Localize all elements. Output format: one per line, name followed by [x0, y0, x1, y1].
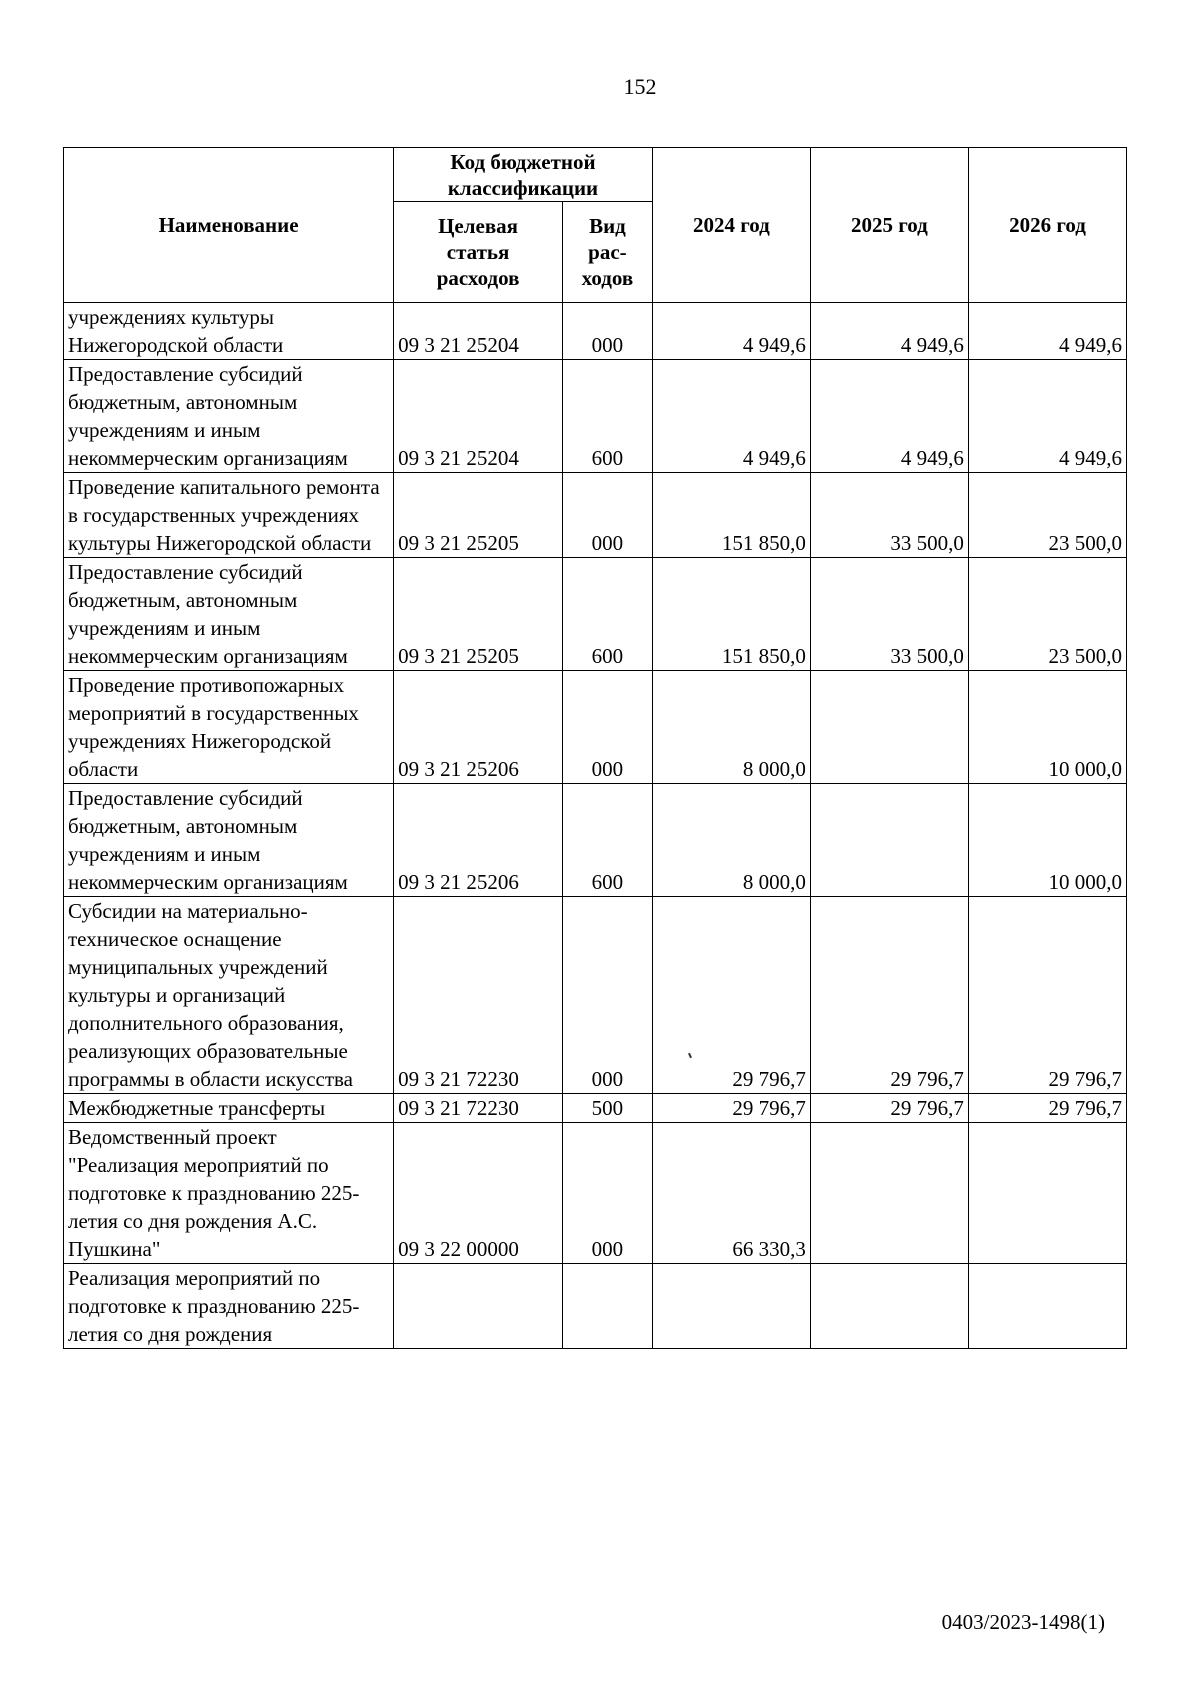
- budget-table: [63, 147, 1127, 1349]
- row-value-2025: [810, 1123, 968, 1264]
- row-name: учреждениях культуры Нижегородской области: [64, 303, 394, 360]
- table-row: [64, 1123, 1127, 1264]
- table-row: [64, 303, 1127, 360]
- row-value-2024: [652, 1264, 810, 1349]
- row-value-2025: [810, 671, 968, 784]
- table-row: [64, 473, 1127, 558]
- row-target-article: 09 3 21 25206: [394, 671, 563, 784]
- header-target-article: Целевая статья расходов: [394, 202, 563, 303]
- row-name: Предоставление субсидий бюджетным, автономным учреждениям и иным некоммерческим организациям: [64, 360, 394, 473]
- row-name: Предоставление субсидий бюджетным, автономным учреждениям и иным некоммерческим организациям: [64, 558, 394, 671]
- row-expense-type: 000: [563, 671, 653, 784]
- row-name: Реализация мероприятий по подготовке к празднованию 225-летия со дня рождения: [64, 1264, 394, 1349]
- row-value-2026: 29 796,7: [968, 1094, 1126, 1123]
- row-expense-type: 600: [563, 558, 653, 671]
- row-name: Субсидии на материально-техническое оснащение муниципальных учреждений культуры и организаций дополнительного образования, реализующих образовательные программы в области искусства: [64, 897, 394, 1094]
- row-name: Проведение капитального ремонта в государственных учреждениях культуры Нижегородской области: [64, 473, 394, 558]
- row-value-2026: 10 000,0: [968, 784, 1126, 897]
- row-value-2026: [968, 1264, 1126, 1349]
- table-row: [64, 1264, 1127, 1349]
- row-target-article: 09 3 21 25205: [394, 473, 563, 558]
- table-row: [64, 360, 1127, 473]
- table-row: [64, 558, 1127, 671]
- page-number: 152: [623, 74, 657, 99]
- row-value-2025: 29 796,7: [810, 1094, 968, 1123]
- row-value-2026: 23 500,0: [968, 558, 1126, 671]
- row-value-2026: 10 000,0: [968, 671, 1126, 784]
- header-2026: 2026 год: [968, 148, 1126, 303]
- row-value-2026: 29 796,7: [968, 897, 1126, 1094]
- row-value-2026: [968, 1123, 1126, 1264]
- row-value-2026: 4 949,6: [968, 360, 1126, 473]
- row-value-2024: 29 796,7: [652, 897, 810, 1094]
- row-target-article: 09 3 21 25206: [394, 784, 563, 897]
- header-name: Наименование: [64, 148, 394, 303]
- table-row: [64, 897, 1127, 1094]
- row-value-2025: [810, 1264, 968, 1349]
- header-2024: 2024 год: [652, 148, 810, 303]
- row-target-article: 09 3 21 25204: [394, 303, 563, 360]
- header-2025: 2025 год: [810, 148, 968, 303]
- row-target-article: 09 3 21 25204: [394, 360, 563, 473]
- row-expense-type: 600: [563, 784, 653, 897]
- row-value-2026: 4 949,6: [968, 303, 1126, 360]
- row-name: Предоставление субсидий бюджетным, автономным учреждениям и иным некоммерческим организациям: [64, 784, 394, 897]
- row-value-2024: 8 000,0: [652, 671, 810, 784]
- row-expense-type: 000: [563, 897, 653, 1094]
- table-body: [64, 303, 1127, 1349]
- row-name: Ведомственный проект "Реализация мероприятий по подготовке к празднованию 225-летия со дня рождения А.С. Пушкина": [64, 1123, 394, 1264]
- row-value-2025: 4 949,6: [810, 360, 968, 473]
- row-expense-type: 000: [563, 303, 653, 360]
- table-header: [64, 148, 1127, 303]
- row-value-2024: 151 850,0: [652, 558, 810, 671]
- row-name: Проведение противопожарных мероприятий в государственных учреждениях Нижегородской области: [64, 671, 394, 784]
- row-expense-type: 000: [563, 1123, 653, 1264]
- row-expense-type: [563, 1264, 653, 1349]
- row-target-article: 09 3 22 00000: [394, 1123, 563, 1264]
- row-name: Межбюджетные трансферты: [64, 1094, 394, 1123]
- row-expense-type: 500: [563, 1094, 653, 1123]
- row-value-2025: 33 500,0: [810, 473, 968, 558]
- header-expense-type: Вид рас- ходов: [563, 202, 653, 303]
- row-value-2024: 151 850,0: [652, 473, 810, 558]
- row-target-article: 09 3 21 72230: [394, 897, 563, 1094]
- table-row: [64, 1094, 1127, 1123]
- row-value-2024: 8 000,0: [652, 784, 810, 897]
- row-value-2025: [810, 784, 968, 897]
- row-expense-type: 000: [563, 473, 653, 558]
- row-value-2024: 29 796,7: [652, 1094, 810, 1123]
- row-value-2025: 33 500,0: [810, 558, 968, 671]
- row-value-2026: 23 500,0: [968, 473, 1126, 558]
- row-value-2024: 4 949,6: [652, 303, 810, 360]
- document-code: 0403/2023-1498(1): [941, 1610, 1105, 1634]
- row-value-2024: 4 949,6: [652, 360, 810, 473]
- row-target-article: 09 3 21 25205: [394, 558, 563, 671]
- row-value-2025: 4 949,6: [810, 303, 968, 360]
- table-row: [64, 671, 1127, 784]
- row-value-2024: 66 330,3: [652, 1123, 810, 1264]
- table-row: [64, 784, 1127, 897]
- row-target-article: [394, 1264, 563, 1349]
- header-kbk: Код бюджетной классификации: [394, 148, 653, 202]
- row-target-article: 09 3 21 72230: [394, 1094, 563, 1123]
- row-expense-type: 600: [563, 360, 653, 473]
- row-value-2025: 29 796,7: [810, 897, 968, 1094]
